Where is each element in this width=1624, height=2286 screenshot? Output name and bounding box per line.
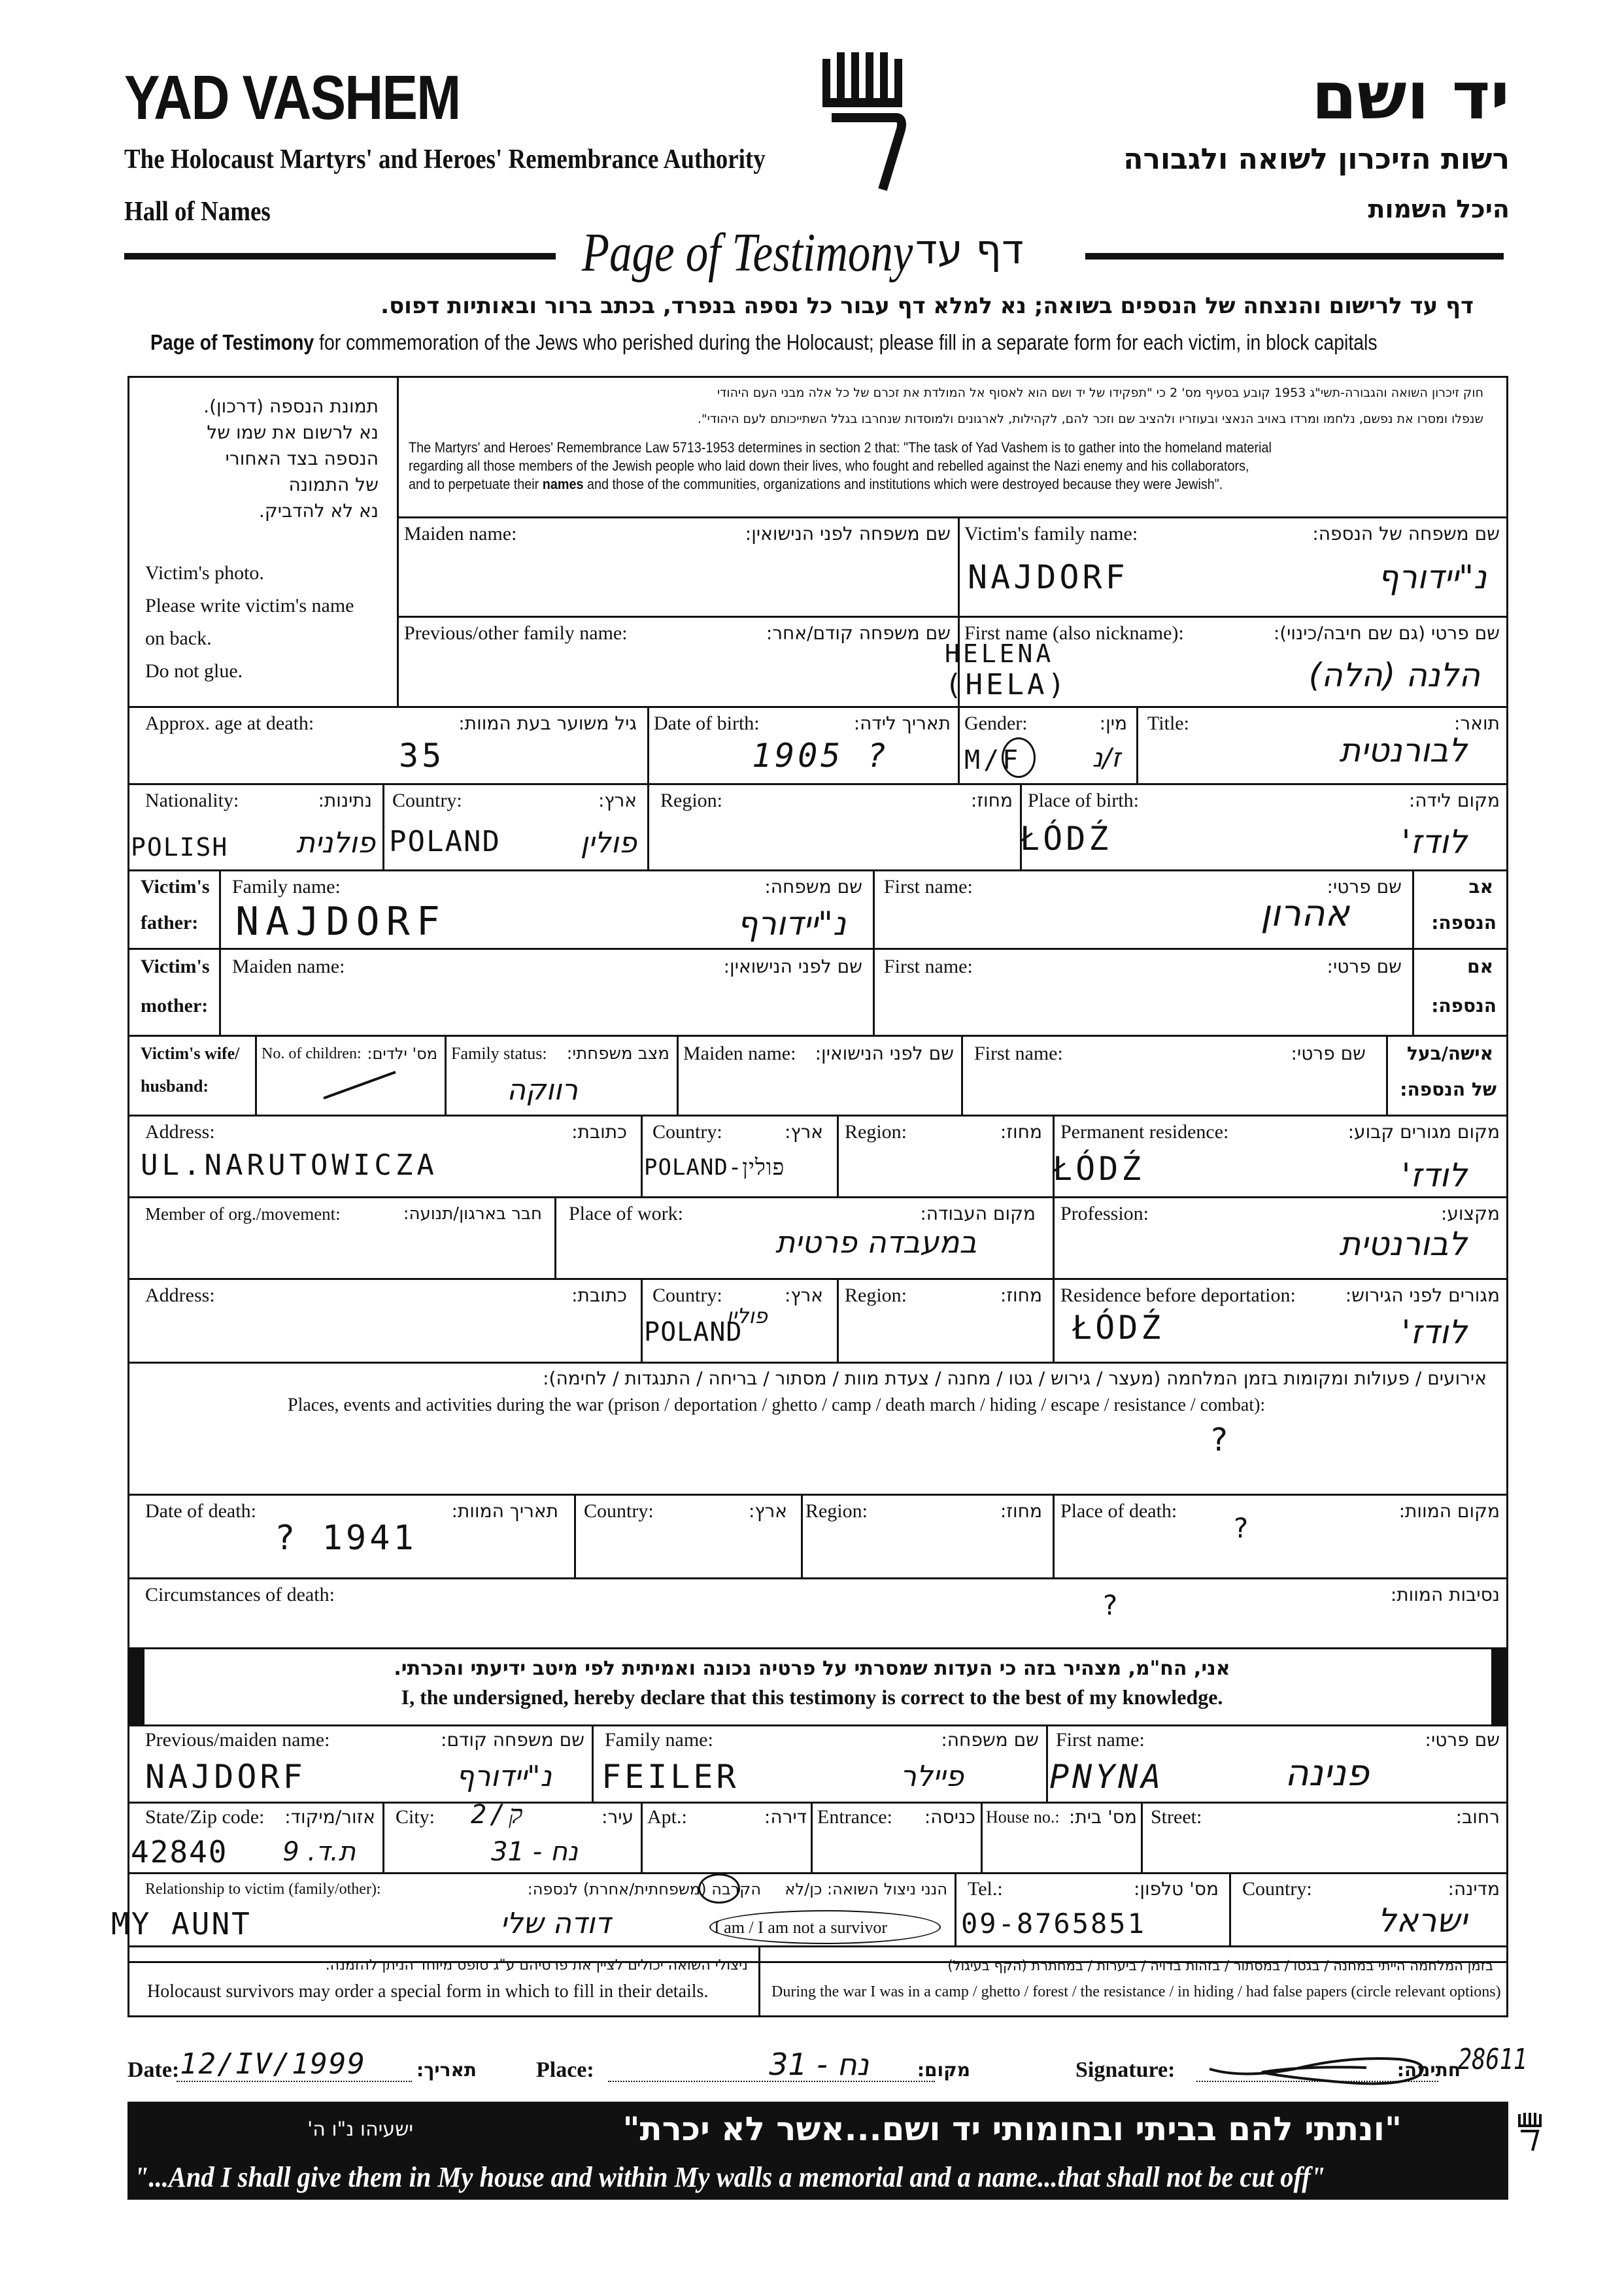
spouse-maiden-label-he: שם לפני הנישואין: [815,1043,954,1064]
father-label-he-1: אב [1468,876,1493,898]
footer-date-value[interactable]: 12/IV/1999 [180,2047,366,2081]
sub-family-label: Family name: [605,1729,713,1751]
title-rule-left [124,253,556,260]
hall-name-en: Hall of Names [124,197,271,227]
rel-label-he: הקרבה (משפחתית/אחרת) לנספה: [527,1880,761,1898]
mother-label-2: mother: [141,995,209,1017]
intro-en-rest: for commemoration of the Jews who perished during the Holocaust; please fill in a separate form for each victim, in block capitals [319,330,1378,354]
work-place-label-he: מקום העבודה: [920,1203,1036,1224]
dep-res-label-he: מגורים לפני הגירוש: [1345,1285,1500,1306]
maiden-name-label: Maiden name: [404,523,517,545]
zip-label-he: אזור/מיקוד: [284,1806,375,1828]
family-name-value-he[interactable]: נ"יידורף [1378,558,1487,596]
sub-first-label-he: שם פרטי: [1425,1729,1500,1751]
country-label-he: ארץ: [598,790,637,811]
hall-name-he: היכל השמות [1368,195,1510,224]
gender-value-he[interactable]: ז/נ [1092,743,1121,773]
spouse-label-he-2: של הנספה: [1400,1079,1497,1100]
form-title-he: דף עד [915,226,1024,273]
mother-first-field[interactable] [879,981,1406,1032]
city-value[interactable]: ק/2 [471,1800,526,1830]
zip-label: State/Zip code: [145,1806,265,1828]
maiden-name-label-he: שם משפחה לפני הנישואין: [745,523,951,545]
intro-en [150,330,1378,355]
city-label-he: עיר: [601,1806,634,1828]
nationality-label: Nationality: [145,790,239,811]
father-first-value-he[interactable]: אהרון [1260,892,1349,935]
small-logo [1517,2113,1543,2152]
first-name-label: First name (also nickname): [964,622,1184,644]
photo-en-1: Victim's photo. [145,562,264,584]
res-country-value[interactable]: POLAND-פולין [644,1154,785,1181]
photo-en-3: on back. [145,628,212,649]
age-label-he: גיל משוער בעת המוות: [458,713,637,734]
footer-sig-label-he: חתימה: [1396,2059,1461,2081]
nationality-label-he: נתינות: [318,790,372,811]
survivor-circle [709,1910,941,1944]
father-family-label-he: שם משפחה: [764,876,862,898]
survivor-no-circle [698,1874,740,1904]
father-family-label: Family name: [232,876,341,898]
age-label: Approx. age at death: [145,713,314,734]
death-date-label-he: תאריך המוות: [451,1500,558,1522]
photo-en-2: Please write victim's name [145,595,354,616]
declaration-en: I, the undersigned, hereby declare that this testimony is correct to the best of my knowledge. [401,1685,1223,1709]
work-place-label: Place of work: [569,1203,683,1224]
sub-country-label-he: מדינה: [1447,1878,1500,1900]
address-value[interactable]: UL.NARUTOWICZA [141,1149,438,1182]
footer-place-label-he: מקום: [917,2059,970,2081]
prev-name-label-he: שם משפחה קודם/אחר: [766,622,951,644]
authority-name-he: רשות הזיכרון לשואה ולגבורה [1123,143,1510,176]
mother-label-he-1: אם [1467,956,1493,977]
law-en-3c: and those of the communities, organizations and institutions which were destroyed because they were Jewish". [587,476,1223,492]
footer-date-label-he: תאריך: [416,2059,477,2081]
country-value-he[interactable]: פולין [580,826,637,860]
form-title-en: Page of Testimony [582,222,913,283]
quote-en: "...And I shall give them in My house and within My walls a memorial and a name...that shall not be cut off" [134,2161,1326,2193]
survivor-en: I am / I am not a survivor [714,1918,887,1937]
dep-region-label: Region: [845,1285,907,1306]
tel-value[interactable]: 09-8765851 [961,1908,1146,1940]
entrance-label-he: כניסה: [924,1806,975,1828]
mother-maiden-label: Maiden name: [232,956,345,977]
apt-label-he: דירה: [764,1806,807,1828]
dob-label: Date of birth: [654,713,760,734]
country-label: Country: [392,790,462,811]
dob-value[interactable]: 1905 ? [752,737,890,775]
events-label-he: אירועים / פעולות ומקומות בזמן המלחמה (מעצר / גירוש / גטו / מחנה / צעדת מוות / מסתור / בריחה / התנגדות / לחימה): [543,1368,1487,1389]
footer-place-value-he[interactable]: נח - 31 [769,2047,869,2082]
zip-value-he[interactable]: ת.ד. 9 [282,1837,356,1867]
events-value[interactable]: ? [1210,1422,1232,1458]
quote-he: "ונתתי להם בביתי ובחומותי יד ושם...אשר לא יכרת" [622,2110,1402,2148]
profession-label-he: מקצוע: [1440,1203,1500,1224]
profession-value-he[interactable]: לבורנטית [1339,1225,1467,1263]
mother-maiden-label-he: שם לפני הנישואין: [723,956,862,977]
death-date-label: Date of death: [145,1500,256,1522]
spouse-first-label: First name: [974,1043,1063,1064]
father-first-label-he: שם פרטי: [1327,876,1402,898]
profession-label: Profession: [1060,1203,1149,1224]
country-value[interactable]: POLAND [389,825,501,858]
spouse-first-label-he: שם פרטי: [1291,1043,1366,1064]
res-country-label: Country: [652,1121,722,1143]
intro-en-bold: Page of Testimony [150,330,314,354]
photo-he-4: של התמונה [288,474,379,496]
sub-prev-value-he[interactable]: נ"יידורף [456,1760,552,1793]
city-value-he[interactable]: נח - 31 [491,1837,578,1867]
father-family-value-he[interactable]: נ"יידורף [737,905,846,943]
pob-label: Place of birth: [1028,790,1139,811]
res-country-label-he: ארץ: [784,1121,823,1143]
dep-address-label: Address: [145,1285,215,1306]
father-label-2: father: [141,912,199,933]
events-label-en: Places, events and activities during the war (prison / deportation / ghetto / camp / death march / hiding / escape / resistance / combat): [288,1395,1266,1415]
res-region-label-he: מחוז: [1000,1121,1042,1143]
photo-he-5: נא לא להדביק. [258,500,379,522]
circ-label-he: נסיבות המוות: [1390,1584,1500,1605]
region-label: Region: [660,790,722,811]
children-label: No. of children: [262,1045,362,1062]
age-value[interactable]: 35 [399,737,445,775]
first-name-value-he[interactable]: הלנה (הלה) [1308,656,1480,694]
house-label: House no.: [986,1807,1060,1826]
title-value-he[interactable]: לבורנטית [1339,731,1467,769]
law-he-1: חוק זיכרון השואה והגבורה-תשי"ג 1953 קובע בסעיף מס' 2 כי "תפקידו של יד ושם הוא לאסוף אל המולדת את זכרם של כל אלה מבני העם היהודי [717,386,1483,400]
work-place-value-he[interactable]: במעבדה פרטית [775,1224,977,1260]
death-country-label-he: ארץ: [748,1500,787,1522]
death-place-label: Place of death: [1060,1500,1177,1522]
dob-label-he: תאריך לידה: [853,713,951,734]
perm-res-label-he: מקום מגורים קבוע: [1347,1121,1500,1143]
street-label: Street: [1151,1806,1202,1828]
sub-family-value[interactable]: FEILER [601,1758,739,1796]
yad-vashem-logo [817,52,915,196]
intro-he: דף עד לרישום והנצחה של הנספים בשואה; נא למלא דף עבור כל נספה בנפרד, בכתב ברור ובאותיות דפוס. [381,293,1474,319]
dep-country-value-he[interactable]: פולין [726,1303,768,1328]
city-label: City: [396,1806,435,1828]
dep-res-value[interactable]: ŁÓDŹ [1072,1309,1164,1347]
death-region-label-he: מחוז: [1000,1500,1042,1522]
prev-name-field[interactable] [402,648,951,701]
zip-value[interactable]: 42840 [131,1834,228,1870]
mother-label-1: Victim's [141,956,210,977]
address-label-he: כתובת: [571,1121,627,1143]
family-name-label: Victim's family name: [964,523,1138,545]
mother-first-label-he: שם פרטי: [1327,956,1402,977]
death-country-label: Country: [584,1500,654,1522]
apt-label: Apt.: [647,1806,687,1828]
dep-res-value-he[interactable]: לודז' [1401,1313,1467,1351]
notes-right-he: בזמן המלחמה הייתי במחנה / בגטו / במסתור / בזהות בדויה / ביערות / במחתרת (הקף בעיגול) [947,1958,1493,1974]
law-he-2: שנפלו ומסרו את נפשם, נלחמו ומרדו באויב הנאצי ובעוזריו ולהציב שם וזכר להם, לקהילות, לארגונים ולמוסדות שנחרבו בגלל השתייכותם לעם היהודי". [697,412,1483,426]
mother-first-label: First name: [884,956,973,977]
law-en-2: regarding all those members of the Jewish people who laid down their lives, who fought and rebelled against the Nazi enemy and his collaborators, [409,458,1249,474]
gender-label: Gender: [964,713,1028,734]
spouse-label-1: Victim's wife/ [141,1044,240,1063]
maiden-name-field[interactable] [402,549,951,614]
sub-first-label: First name: [1056,1729,1145,1751]
rel-value[interactable]: MY AUNT [111,1906,252,1941]
pob-label-he: מקום לידה: [1408,790,1500,811]
family-name-value[interactable]: NAJDORF [968,558,1128,596]
dep-country-label-he: ארץ: [784,1285,823,1306]
photo-en-4: Do not glue. [145,660,243,682]
father-first-label: First name: [884,876,973,898]
status-value-he[interactable]: רווקה [507,1073,578,1107]
title-label-he: תואר: [1454,713,1500,734]
spouse-label-he-1: אישה/בעל [1407,1043,1493,1064]
footer-date-line [177,2081,412,2082]
photo-he-3: הנספה בצד האחורי [225,448,379,469]
law-en-3b: names [542,476,584,492]
member-label-he: חבר בארגון/תנועה: [403,1204,542,1224]
ref-number: 28611 [1458,2043,1527,2076]
father-label-1: Victim's [141,876,210,898]
death-date-value[interactable]: ? 1941 [275,1519,417,1558]
gender-f-circle [1002,737,1036,778]
entrance-label: Entrance: [817,1806,892,1828]
circ-label: Circumstances of death: [145,1584,335,1605]
spouse-label-2: husband: [141,1077,209,1096]
sub-family-label-he: שם משפחה: [941,1729,1039,1751]
sub-country-label: Country: [1242,1878,1312,1900]
rel-value-he[interactable]: דודה שלי [500,1907,611,1940]
address-label: Address: [145,1121,215,1143]
father-family-value[interactable]: NAJDORF [235,899,447,945]
house-label-he: מס' בית: [1068,1806,1137,1828]
status-label: Family status: [451,1044,547,1063]
status-label-he: מצב משפחתי: [566,1044,669,1064]
perm-res-label: Permanent residence: [1060,1121,1229,1143]
death-region-label: Region: [805,1500,868,1522]
tel-label-he: מס' טלפון: [1133,1878,1219,1900]
sub-prev-label: Previous/maiden name: [145,1729,330,1751]
authority-name-en: The Holocaust Martyrs' and Heroes' Remembrance Authority [124,144,766,175]
death-place-label-he: מקום המוות: [1398,1500,1500,1522]
perm-res-value-he[interactable]: לודז' [1401,1156,1467,1194]
region-label-he: מחוז: [970,790,1013,811]
footer-place-label: Place: [536,2058,594,2082]
res-region-label: Region: [845,1121,907,1143]
gender-label-he: מין: [1099,713,1127,734]
notes-right-en: During the war I was in a camp / ghetto / forest / the resistance / in hiding / had false papers (circle relevant options) [771,1983,1501,2000]
dep-region-label-he: מחוז: [1000,1285,1042,1306]
tel-label: Tel.: [968,1878,1003,1900]
member-label: Member of org./movement: [145,1204,341,1224]
law-en-1: The Martyrs' and Heroes' Remembrance Law 5713-1953 determines in section 2 that: "The task of Yad Vashem is to gather into the homeland material [409,439,1272,456]
photo-he-1: תמונת הנספה (דרכון). [203,395,379,417]
sub-prev-label-he: שם משפחה קודם: [441,1729,584,1751]
first-name-label-he: שם פרטי (גם שם חיבה/כינוי): [1273,622,1500,644]
dep-country-value[interactable]: POLAND [644,1317,743,1347]
nationality-value[interactable]: POLISH [131,833,229,862]
mother-label-he-2: הנספה: [1431,995,1497,1017]
prev-name-label: Previous/other family name: [404,622,628,644]
children-label-he: מס' ילדים: [367,1045,437,1063]
survivor-he: הנני ניצול השואה: כן/לא [785,1880,947,1898]
title-rule-right [1085,253,1504,260]
dep-address-label-he: כתובת: [571,1285,627,1306]
sub-first-value[interactable]: PNYNA [1049,1758,1164,1796]
law-en-3 [409,476,1223,493]
declaration-he: אני, הח"מ, מצהיר בזה כי העדות שמסרתי על פרטיה נכונה ואמיתית לפי מיטב ידיעתי והכרתי. [394,1657,1230,1680]
sub-prev-value[interactable]: NAJDORF [145,1758,306,1796]
pob-value[interactable]: ŁÓDŹ [1020,820,1112,858]
circ-value[interactable]: ? [1102,1589,1122,1621]
footer-date-label: Date: [127,2058,180,2082]
children-dash-mark [320,1069,399,1101]
nationality-value-he[interactable]: פולנית [296,826,375,860]
dep-country-label: Country: [652,1285,722,1306]
family-name-label-he: שם משפחה של הנספה: [1312,523,1500,545]
first-name-value-2[interactable]: (HELA) [945,668,1068,701]
law-en-3a: and to perpetuate their [409,476,539,492]
footer-sig-label: Signature: [1075,2058,1176,2082]
first-name-value-1[interactable]: HELENA [945,639,1055,668]
notes-left-he: ניצולי השואה יכולים לציין את פרטיהם ע"ג טופס מיוחד הניתן להזמנה. [325,1957,748,1974]
quote-source-he: ישעיהו נ"ו ה' [307,2118,414,2141]
sub-country-value-he[interactable]: ישראל [1378,1902,1467,1940]
pob-value-he[interactable]: לודז' [1401,823,1467,861]
gender-value[interactable]: M/F [964,745,1022,775]
perm-res-value[interactable]: ŁÓDŹ [1053,1150,1145,1188]
title-label: Title: [1147,713,1189,734]
street-label-he: רחוב: [1455,1806,1500,1828]
death-place-value[interactable]: ? [1232,1512,1253,1544]
sub-family-value-he[interactable]: פיילר [900,1760,964,1793]
org-name-en: YAD VASHEM [124,63,460,133]
spouse-maiden-label: Maiden name: [683,1043,796,1064]
father-label-he-2: הנספה: [1431,912,1497,933]
rel-label: Relationship to victim (family/other): [145,1881,381,1898]
org-name-he: יד ושם [1311,58,1510,134]
mother-maiden-field[interactable] [226,981,866,1032]
notes-left-en: Holocaust survivors may order a special form in which to fill in their details. [147,1981,709,2002]
photo-he-2: נא לרשום את שמו של [207,422,379,443]
dep-res-label: Residence before deportation: [1060,1285,1296,1306]
sub-first-value-he[interactable]: פנינה [1285,1752,1369,1794]
